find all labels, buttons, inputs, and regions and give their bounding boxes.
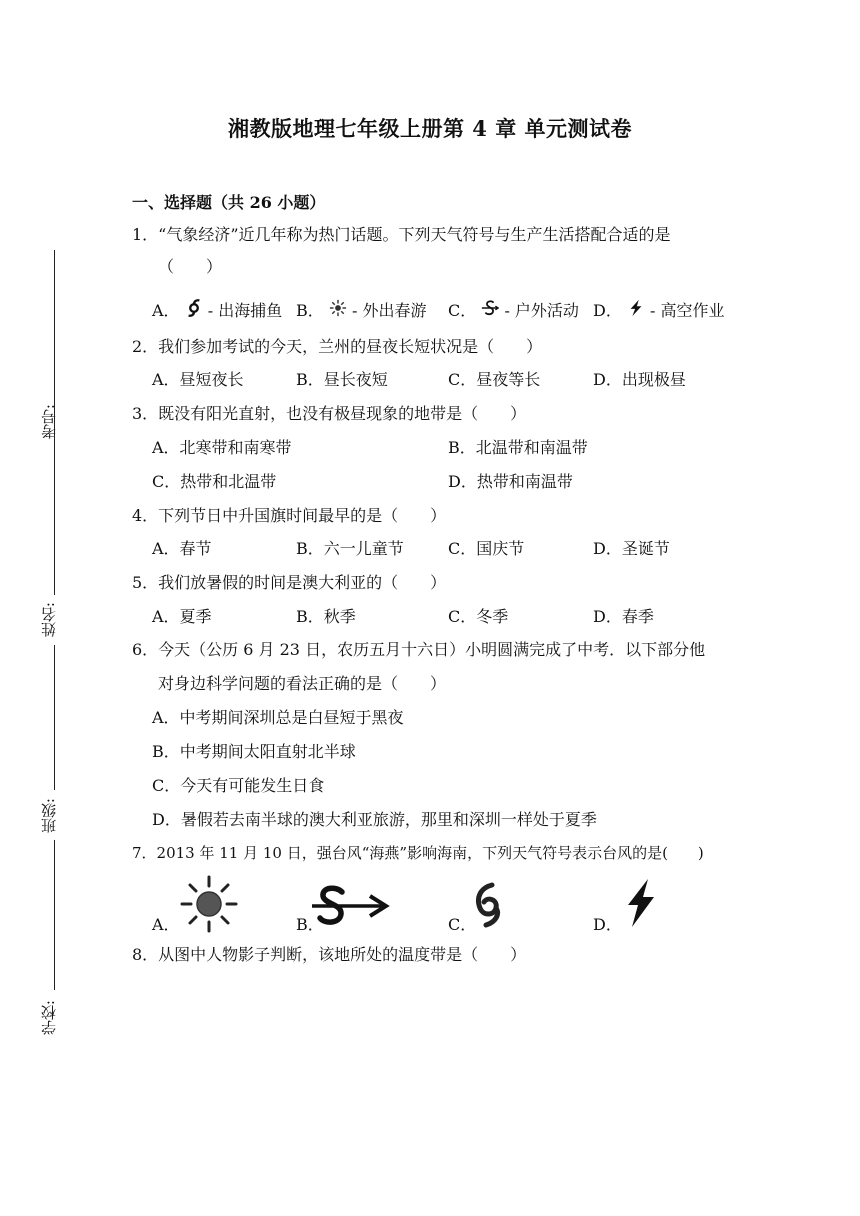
margin-rule <box>54 840 55 990</box>
question-7-option-c[interactable]: C． <box>448 915 477 934</box>
exam-number-label: 考号: <box>40 404 58 440</box>
question-1-option-d[interactable]: D． - 高空作业 <box>593 301 725 321</box>
question-6-stem: 6．今天（公历 6 月 23 日，农历五月十六日）小明圆满完成了中考．以下部分他 <box>132 640 706 659</box>
question-2-option-d[interactable]: D．出现极昼 <box>593 370 686 389</box>
question-5-option-b[interactable]: B．秋季 <box>296 607 356 626</box>
question-6-option-d[interactable]: D．暑假若去南半球的澳大利亚旅游，那里和深圳一样处于夏季 <box>152 810 597 829</box>
lightning-icon <box>627 299 645 317</box>
name-label: 姓名: <box>40 602 58 638</box>
question-6-option-b[interactable]: B．中考期间太阳直射北半球 <box>152 742 356 761</box>
question-1-option-b[interactable]: B． - 外出春游 <box>296 301 426 321</box>
question-7-option-a[interactable]: A． <box>152 915 180 934</box>
question-4-option-c[interactable]: C．国庆节 <box>448 539 525 558</box>
question-4-option-d[interactable]: D．圣诞节 <box>593 539 670 558</box>
question-7-option-b[interactable]: B． <box>296 915 324 934</box>
page-title: 湘教版地理七年级上册第 4 章 单元测试卷 <box>227 116 633 141</box>
question-2-option-a[interactable]: A．昼短夜长 <box>152 370 244 389</box>
question-7-option-d[interactable]: D． <box>593 915 622 934</box>
question-1-stem-cont: （ ） <box>158 257 223 276</box>
question-4-option-a[interactable]: A．春节 <box>152 539 212 558</box>
question-1-option-a[interactable]: A． - 出海捕鱼 <box>152 301 282 321</box>
question-6-option-a[interactable]: A．中考期间深圳总是白昼短于黑夜 <box>152 708 404 727</box>
question-2-option-b[interactable]: B．昼长夜短 <box>296 370 388 389</box>
question-5-option-a[interactable]: A．夏季 <box>152 607 212 626</box>
question-3-option-c[interactable]: C．热带和北温带 <box>152 472 277 491</box>
sandstorm-icon <box>310 884 390 928</box>
question-1-option-c[interactable]: C． - 户外活动 <box>448 301 579 321</box>
question-4-option-b[interactable]: B．六一儿童节 <box>296 539 404 558</box>
margin-rule <box>54 645 55 790</box>
question-6-stem-cont: 对身边科学问题的看法正确的是（ ） <box>158 674 447 693</box>
typhoon-icon <box>470 882 506 928</box>
question-2-stem: 2．我们参加考试的今天，兰州的昼夜长短状况是（ ） <box>132 337 543 356</box>
question-3-option-b[interactable]: B．北温带和南温带 <box>448 438 588 457</box>
question-5-option-d[interactable]: D．春季 <box>593 607 654 626</box>
lightning-icon <box>620 877 660 929</box>
question-6-option-c[interactable]: C．今天有可能发生日食 <box>152 776 325 795</box>
sun-icon <box>178 873 240 935</box>
question-5-stem: 5．我们放暑假的时间是澳大利亚的（ ） <box>132 573 447 592</box>
question-3-option-a[interactable]: A．北寒带和南寒带 <box>152 438 292 457</box>
question-5-option-c[interactable]: C．冬季 <box>448 607 509 626</box>
question-4-stem: 4．下列节日中升国旗时间最早的是（ ） <box>132 506 447 525</box>
school-label: 学校: <box>40 1000 58 1036</box>
class-label: 班级: <box>40 798 58 834</box>
question-1-stem: 1．“气象经济”近几年称为热门话题。下列天气符号与生产生活搭配合适的是 <box>132 225 671 244</box>
question-3-option-d[interactable]: D．热带和南温带 <box>448 472 573 491</box>
sandstorm-icon <box>481 299 499 317</box>
typhoon-icon <box>185 299 203 317</box>
question-8-stem: 8．从图中人物影子判断，该地所处的温度带是（ ） <box>132 945 527 964</box>
question-3-stem: 3．既没有阳光直射，也没有极昼现象的地带是（ ） <box>132 404 527 423</box>
question-2-option-c[interactable]: C．昼夜等长 <box>448 370 541 389</box>
section-heading: 一、选择题（共 26 小题） <box>132 193 326 212</box>
question-7-stem: 7．2013 年 11 月 10 日，强台风“海燕”影响海南，下列天气符号表示台风的是( ) <box>132 844 704 862</box>
sun-icon <box>329 299 347 317</box>
